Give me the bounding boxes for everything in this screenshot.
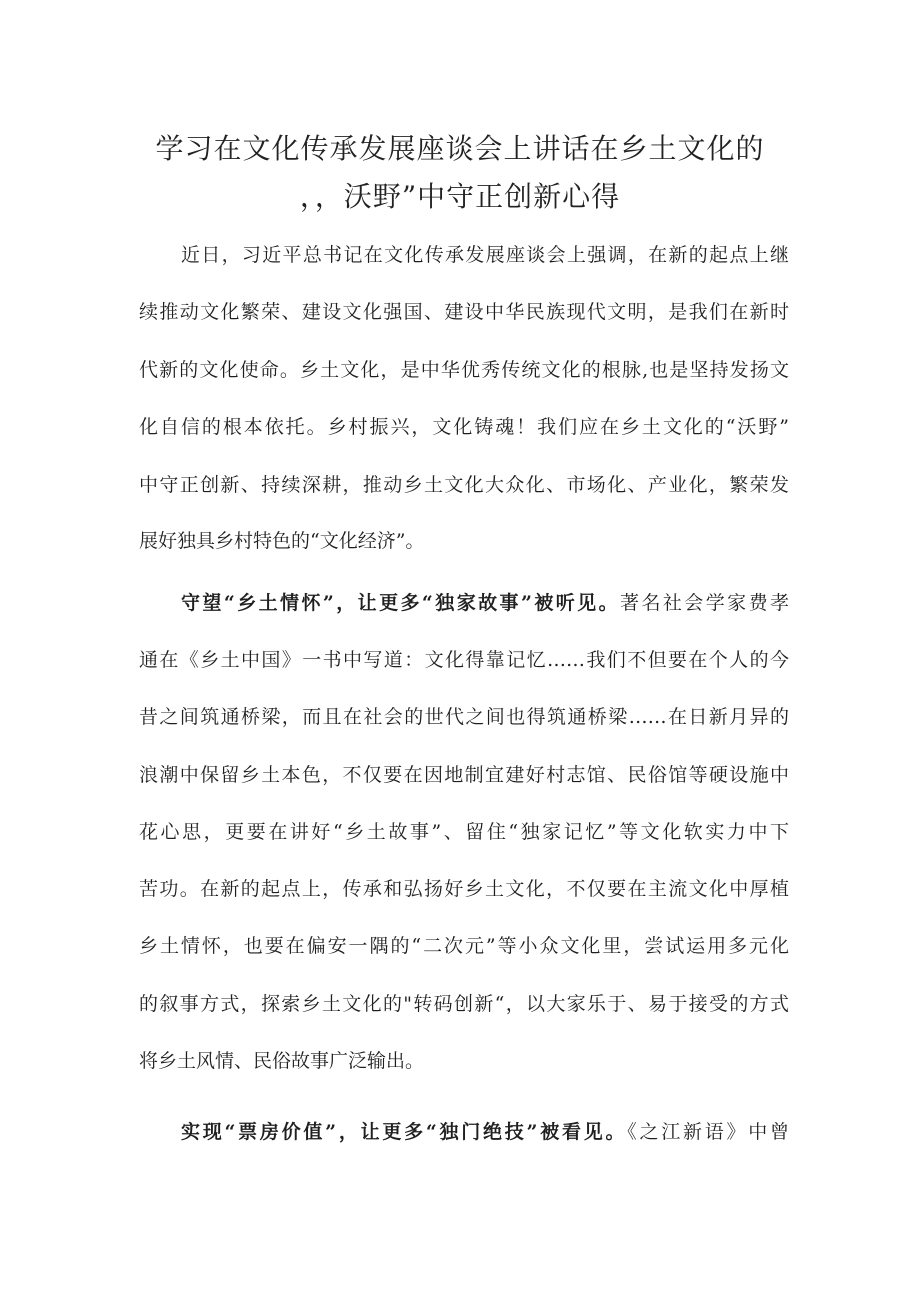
paragraph-2-first-line	[181, 588, 789, 615]
paragraph-1-line: 化自信的根本依托。乡村振兴，文化铸魂！我们应在乡土文化的“沃野”	[139, 416, 789, 438]
paragraph-2-line: 通在《乡土中国》一书中写道：文化得靠记忆……我们不但要在个人的今	[139, 649, 789, 671]
paragraph-2-line: 的叙事方式，探索乡土文化的"转码创新“，以大家乐于、易于接受的方式	[139, 993, 789, 1015]
paragraph-1-line: 展好独具乡村特色的“文化经济”。	[139, 530, 425, 552]
paragraph-2-heading: 守望“乡土情怀”，让更多“独家故事”被听见。	[181, 592, 621, 614]
paragraph-2-line: 苦功。在新的起点上，传承和弘扬好乡土文化，不仅要在主流文化中厚植	[139, 878, 789, 900]
paragraph-1-line: 中守正创新、持续深耕，推动乡土文化大众化、市场化、产业化，繁荣发	[139, 474, 789, 496]
paragraph-3-first-line	[181, 1117, 789, 1144]
paragraph-1-line: 续推动文化繁荣、建设文化强国、建设中华民族现代文明，是我们在新时	[139, 301, 789, 323]
paragraph-3-heading: 实现“票房价值”，让更多“独门绝技”被看见。	[181, 1121, 628, 1143]
paragraph-2-line: 花心思，更要在讲好“乡土故事”、留住“独家记忆”等文化软实力中下	[139, 821, 789, 843]
paragraph-2-text: 著名社会学家费孝	[620, 592, 789, 614]
paragraph-2-line: 乡土情怀，也要在偏安一隅的“二次元”等小众文化里，尝试运用多元化	[139, 935, 789, 957]
paragraph-1-line: 近日，习近平总书记在文化传承发展座谈会上强调，在新的起点上继	[181, 244, 789, 266]
paragraph-2-line: 将乡土风情、民俗故事广泛输出。	[139, 1050, 425, 1072]
paragraph-2-line: 浪潮中保留乡土本色，不仅要在因地制宜建好村志馆、民俗馆等硬设施中	[139, 764, 789, 786]
page-title-line-1: 学习在文化传承发展座谈会上讲话在乡土文化的	[155, 132, 765, 165]
paragraph-3-text: 《之江新语》中曾	[627, 1121, 789, 1143]
paragraph-1-line: 代新的文化使命。乡土文化，是中华优秀传统文化的根脉,也是坚持发扬文	[139, 359, 789, 381]
paragraph-2-line: 昔之间筑通桥梁，而且在社会的世代之间也得筑通桥梁……在日新月异的	[139, 706, 789, 728]
page-title-line-2: ，，沃野”中守正创新心得	[299, 180, 621, 213]
